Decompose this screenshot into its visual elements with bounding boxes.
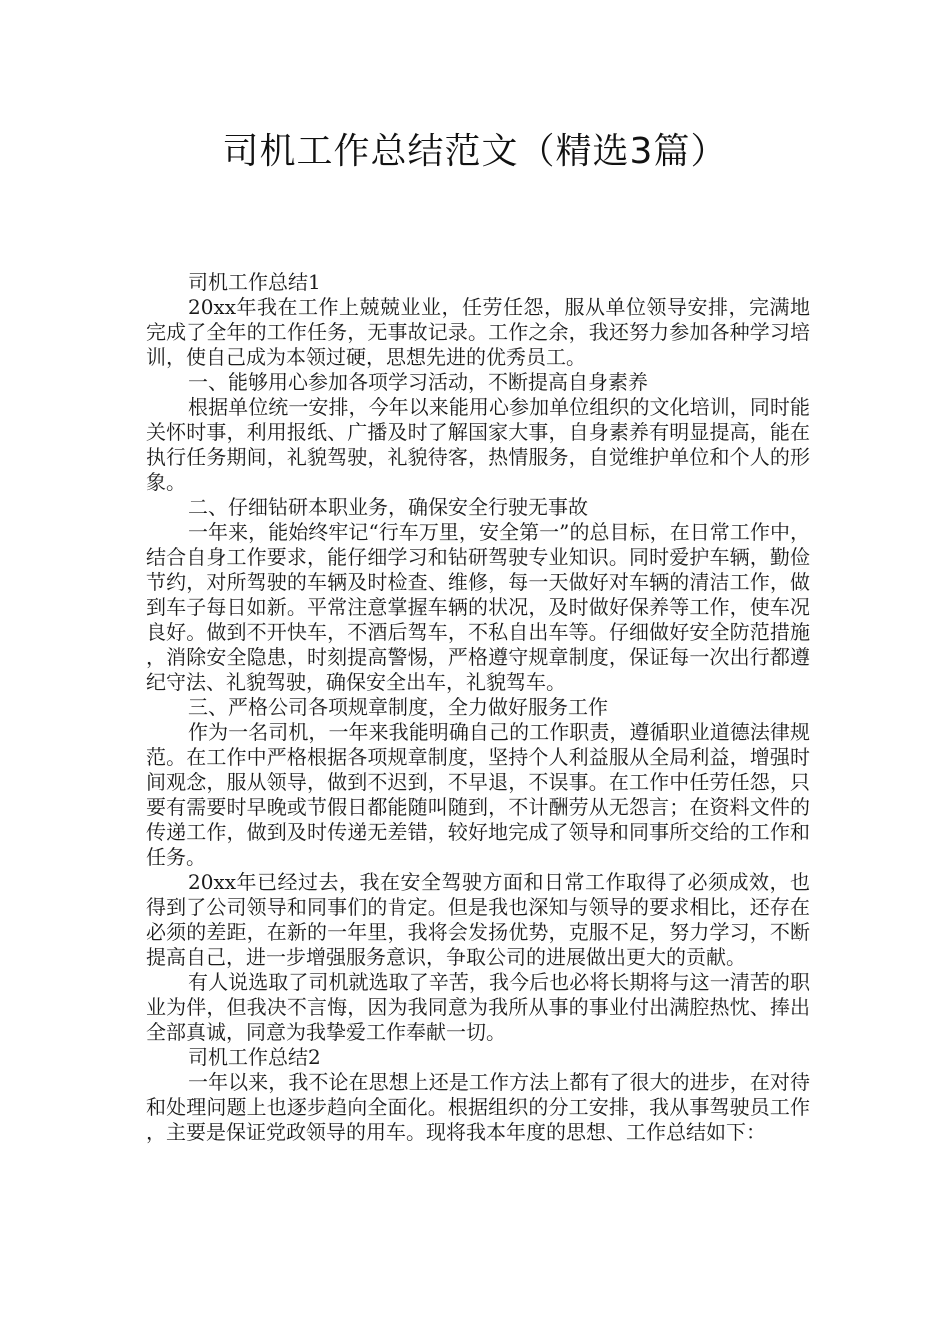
subsection-heading: 三、严格公司各项规章制度，全力做好服务工作 bbox=[188, 695, 608, 719]
section-heading: 司机工作总结1 bbox=[188, 270, 321, 294]
body-paragraph: 作为一名司机，一年来我能明确自己的工作职责，遵循职业道德法律规范。在工作中严格根据各项规章制度，坚持个人利益服从全局利益，增强时间观念，服从领导，做到不迟到，不早退，不误事。在工作中任劳任怨，只要有需要时早晚或节假日都能随叫随到，不计酬劳从无怨言；在资料文件的传递工作，做到及时传递无差错，较好地完成了领导和同事所交给的工作和任务。 bbox=[146, 720, 810, 869]
body-paragraph: 有人说选取了司机就选取了辛苦，我今后也必将长期将与这一清苦的职业为伴，但我决不言悔，因为我同意为我所从事的事业付出满腔热忱、捧出全部真诚，同意为我挚爱工作奉献一切。 bbox=[146, 970, 810, 1044]
body-paragraph: 一年来，能始终牢记“行车万里，安全第一”的总目标，在日常工作中，结合自身工作要求，能仔细学习和钻研驾驶专业知识。同时爱护车辆，勤俭节约，对所驾驶的车辆及时检查、维修，每一天做好对车辆的清洁工作，做到车子每日如新。平常注意掌握车辆的状况，及时做好保养等工作，使车况良好。做到不开快车，不酒后驾车，不私自出车等。仔细做好安全防范措施，消除安全隐患，时刻提高警惕，严格遵守规章制度，保证每一次出行都遵纪守法、礼貌驾驶，确保安全出车，礼貌驾车。 bbox=[146, 520, 810, 694]
document-body bbox=[146, 270, 810, 1145]
section-heading: 司机工作总结2 bbox=[188, 1045, 321, 1069]
subsection-heading: 一、能够用心参加各项学习活动，不断提高自身素养 bbox=[188, 370, 648, 394]
subsection-heading: 二、仔细钻研本职业务，确保安全行驶无事故 bbox=[188, 495, 588, 519]
document-title: 司机工作总结范文（精选3篇） bbox=[222, 131, 728, 172]
body-paragraph: 一年以来，我不论在思想上还是工作方法上都有了很大的进步，在对待和处理问题上也逐步趋向全面化。根据组织的分工安排，我从事驾驶员工作，主要是保证党政领导的用车。现将我本年度的思想、工作总结如下： bbox=[146, 1070, 810, 1144]
body-paragraph: 20xx年我在工作上兢兢业业，任劳任怨，服从单位领导安排，完满地完成了全年的工作任务，无事故记录。工作之余，我还努力参加各种学习培训，使自己成为本领过硬，思想先进的优秀员工。 bbox=[146, 295, 810, 369]
body-paragraph: 20xx年已经过去，我在安全驾驶方面和日常工作取得了必须成效，也得到了公司领导和同事们的肯定。但是我也深知与领导的要求相比，还存在必须的差距，在新的一年里，我将会发扬优势，克服不足，努力学习，不断提高自己，进一步增强服务意识，争取公司的进展做出更大的贡献。 bbox=[146, 870, 810, 969]
body-paragraph: 根据单位统一安排，今年以来能用心参加单位组织的文化培训，同时能关怀时事，利用报纸、广播及时了解国家大事，自身素养有明显提高，能在执行任务期间，礼貌驾驶，礼貌待客，热情服务，自觉维护单位和个人的形象。 bbox=[146, 395, 810, 494]
